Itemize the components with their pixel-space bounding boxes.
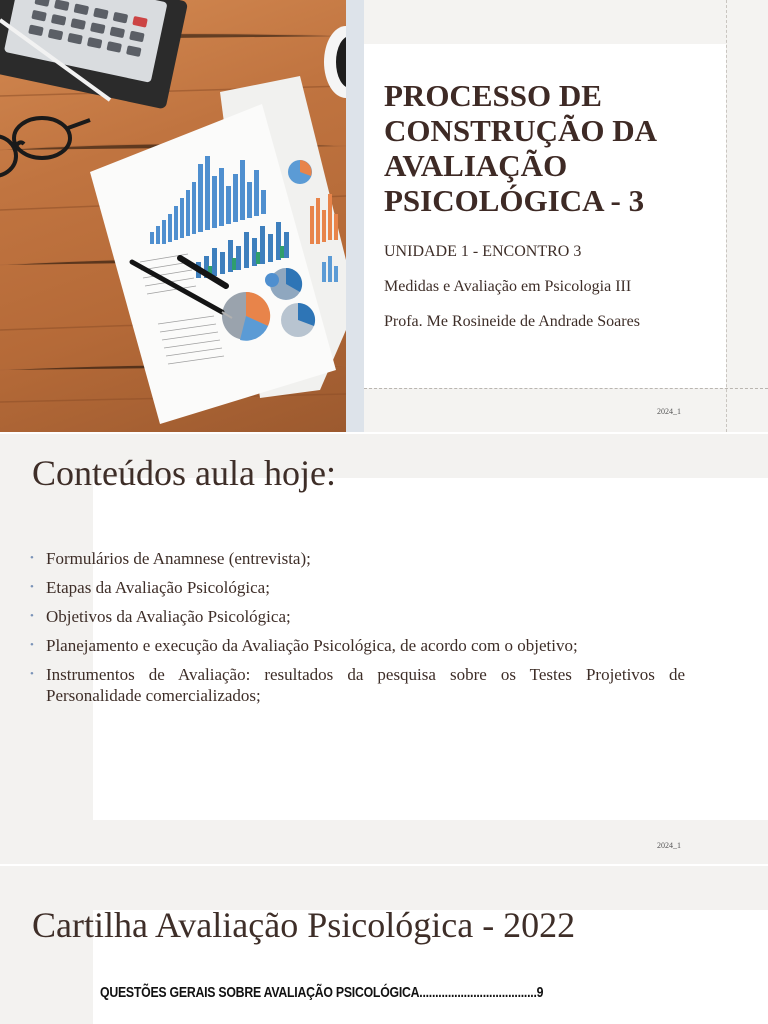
slide-title: PROCESSO DE CONSTRUÇÃO DA AVALIAÇÃO PSICOLÓGICA - 3	[384, 78, 656, 218]
contents-heading: Conteúdos aula hoje:	[32, 453, 336, 493]
guide-line-vertical	[726, 0, 727, 432]
title-slide	[0, 0, 768, 432]
calculator	[0, 0, 188, 109]
desk-illustration	[0, 0, 346, 432]
guide-line-horizontal	[364, 388, 768, 389]
bullet-icon: •	[30, 610, 34, 622]
bullet-icon: •	[30, 581, 34, 593]
booklet-slide	[0, 866, 768, 1024]
unit-label: UNIDADE 1 - ENCONTRO 3	[384, 243, 582, 260]
toc-line: QUESTÕES GERAIS SOBRE AVALIAÇÃO PSICOLÓGICA.....................................9	[100, 984, 544, 1001]
list-item: • Etapas da Avaliação Psicológica;	[30, 578, 270, 597]
bullet-icon: •	[30, 639, 34, 651]
course-name: Medidas e Avaliação em Psicologia III	[384, 278, 632, 295]
list-item: • Formulários de Anamnese (entrevista);	[30, 549, 311, 568]
contents-list	[30, 548, 685, 714]
photo-edge-strip	[346, 0, 364, 432]
teacher-name: Profa. Me Rosineide de Andrade Soares	[384, 313, 640, 330]
desk-photo	[0, 0, 346, 432]
list-item: • Instrumentos de Avaliação: resultados da pesquisa sobre os Testes Projetivos de Personalidade comercializados;	[30, 665, 685, 705]
slide-footer: 2024_1	[657, 407, 681, 416]
contents-slide	[0, 434, 768, 864]
list-item: • Objetivos da Avaliação Psicológica;	[30, 607, 291, 626]
bullet-icon: •	[30, 668, 34, 680]
list-item: • Planejamento e execução da Avaliação Psicológica, de acordo com o objetivo;	[30, 636, 578, 655]
slide-footer: 2024_1	[657, 841, 681, 850]
bullet-icon: •	[30, 552, 34, 564]
booklet-heading: Cartilha Avaliação Psicológica - 2022	[32, 905, 576, 945]
